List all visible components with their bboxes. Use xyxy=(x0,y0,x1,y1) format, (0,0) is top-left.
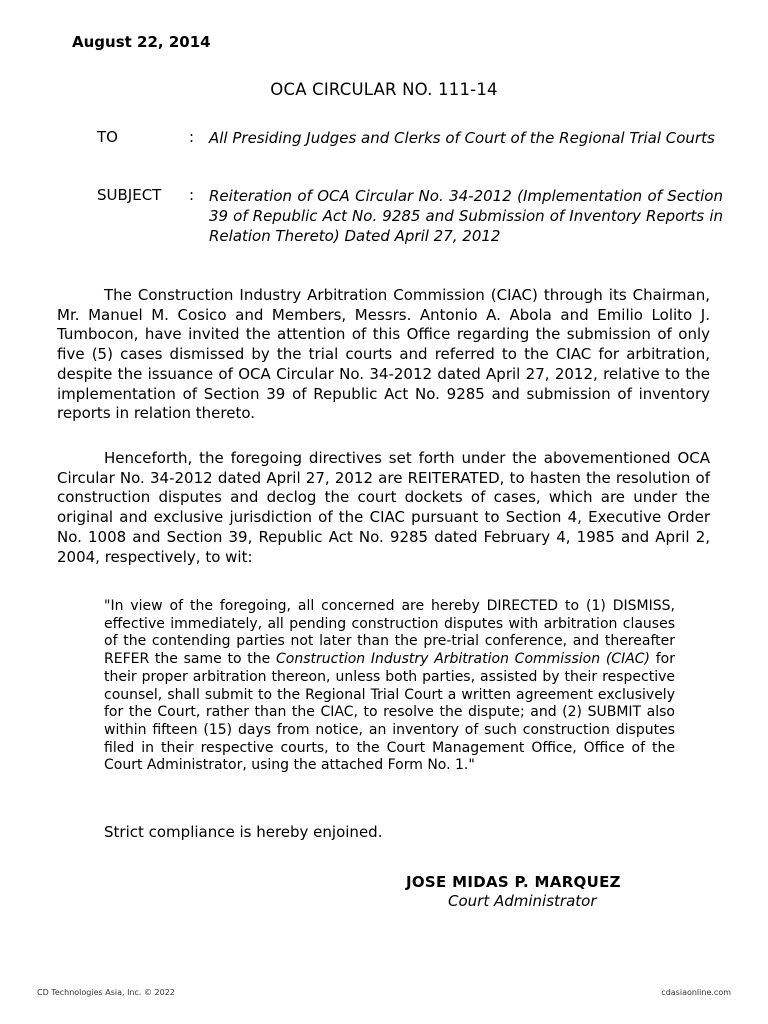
quote-text-italic: Construction Industry Arbitration Commission (CIAC) xyxy=(276,651,651,668)
quote-text-start: "In view of the foregoing, all concerned are hereby DIRECTED to (1) DISMISS, effective immediately, all pending construction disputes with arbitration clauses of the contending parties not later than the pre-trial conference, and thereafter REFER the same to the xyxy=(104,598,675,668)
signatory-name: JOSE MIDAS P. MARQUEZ xyxy=(406,873,621,891)
circular-title: OCA CIRCULAR NO. 111-14 xyxy=(270,80,498,99)
to-colon: : xyxy=(189,128,195,146)
subject-label: SUBJECT xyxy=(97,186,162,204)
closing-line: Strict compliance is hereby enjoined. xyxy=(104,823,383,841)
subject-colon: : xyxy=(189,186,195,204)
footer-copyright: CD Technologies Asia, Inc. © 2022 xyxy=(37,988,175,997)
footer-website: cdasiaonline.com xyxy=(661,988,731,997)
document-date: August 22, 2014 xyxy=(72,33,211,51)
to-value: All Presiding Judges and Clerks of Court of the Regional Trial Courts xyxy=(209,129,715,147)
signatory-title: Court Administrator xyxy=(448,892,597,910)
subject-value: Reiteration of OCA Circular No. 34-2012 (Implementation of Section 39 of Republic Act No. 9285 and Submission of Inventory Reports in Relation Thereto) Dated April 27, 2012 xyxy=(209,187,723,245)
body-paragraph-2-text: Henceforth, the foregoing directives set forth under the abovementioned OCA Circular No. 34-2012 dated April 27, 2012 are REITERATED, to hasten the resolution of construction disputes and declog the court dockets of cases, which are under the original and exclusive jurisdiction of the CIAC pursuant to Section 4, Executive Order No. 1008 and Section 39, Republic Act No. 9285 dated February 4, 1985 and April 2, 2004, respectively, to wit: xyxy=(57,449,710,566)
body-paragraph-1-text: The Construction Industry Arbitration Commission (CIAC) through its Chairman, Mr. Manuel M. Cosico and Members, Messrs. Antonio A. Abola and Emilio Lolito J. Tumbocon, have invited the attention of this Office regarding the submission of only five (5) cases dismissed by the trial courts and referred to the CIAC for arbitration, despite the issuance of OCA Circular No. 34-2012 dated April 27, 2012, relative to the implementation of Section 39 of Republic Act No. 9285 and submission of inventory reports in relation thereto. xyxy=(57,286,710,423)
body-paragraph-1 xyxy=(57,286,710,424)
to-label: TO xyxy=(97,128,118,146)
quote-text-end: for their proper arbitration thereon, unless both parties, assisted by their respective counsel, shall submit to the Regional Trial Court a written agreement exclusively for the Court, rather than the CIAC, to resolve the dispute; and (2) SUBMIT also within fifteen (15) days from notice, an inventory of such construction disputes filed in their respective courts, to the Court Management Office, Office of the Court Administrator, using the attached Form No. 1." xyxy=(104,651,675,774)
body-paragraph-2 xyxy=(57,449,710,567)
quoted-directive xyxy=(104,598,675,775)
